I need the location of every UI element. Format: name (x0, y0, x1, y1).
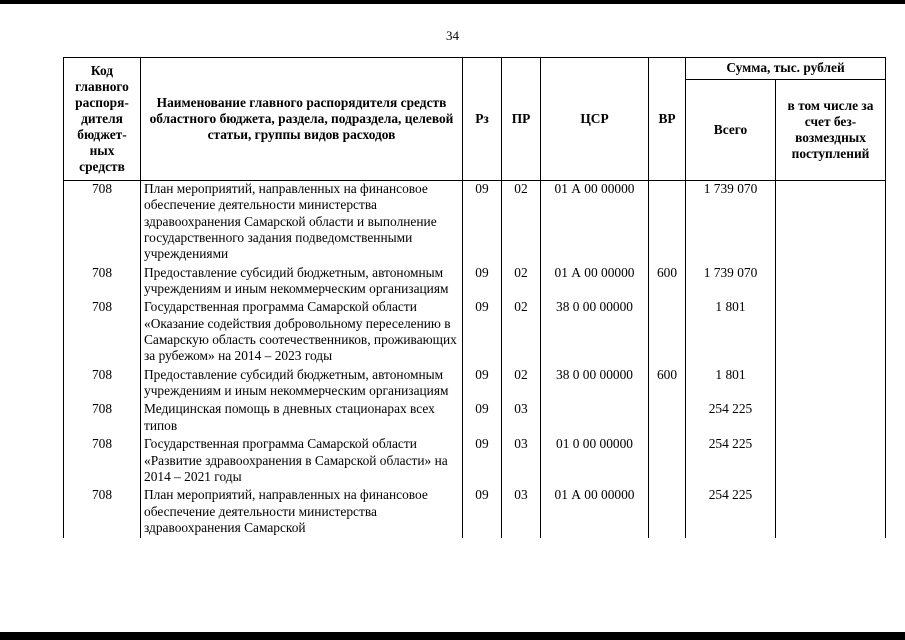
cell-total: 1 801 (686, 299, 776, 366)
cell-code: 708 (64, 401, 141, 436)
header-name: Наименование главного распорядителя средств областного бюджета, раздела, подраздела, целевой статьи, группы видов расходов (141, 58, 463, 181)
cell-pr: 02 (502, 265, 541, 300)
cell-total: 254 225 (686, 401, 776, 436)
cell-rz: 09 (463, 401, 502, 436)
cell-vr (649, 181, 686, 265)
table-row (64, 487, 886, 538)
cell-pr: 03 (502, 436, 541, 487)
bottom-border-bar (0, 632, 905, 640)
table-row (64, 181, 886, 265)
cell-pr: 02 (502, 367, 541, 402)
cell-csr: 01 А 00 00000 (541, 487, 649, 538)
cell-csr (541, 401, 649, 436)
cell-pr: 02 (502, 299, 541, 366)
header-total: Всего (686, 80, 776, 181)
cell-rz: 09 (463, 487, 502, 538)
cell-pr: 03 (502, 401, 541, 436)
cell-name: План мероприятий, направленных на финансовое обеспечение деятельности министерства здравоохранения Самарской (141, 487, 463, 538)
cell-code: 708 (64, 265, 141, 300)
cell-name: Медицинская помощь в дневных стационарах всех типов (141, 401, 463, 436)
cell-code: 708 (64, 181, 141, 265)
cell-total: 1 801 (686, 367, 776, 402)
cell-extra (776, 487, 886, 538)
cell-total: 254 225 (686, 436, 776, 487)
table-row (64, 401, 886, 436)
header-csr: ЦСР (541, 58, 649, 181)
cell-vr: 600 (649, 265, 686, 300)
header-rz: Рз (463, 58, 502, 181)
cell-extra (776, 401, 886, 436)
cell-extra (776, 436, 886, 487)
header-vr: ВР (649, 58, 686, 181)
cell-vr (649, 436, 686, 487)
table-row (64, 367, 886, 402)
cell-csr: 01 А 00 00000 (541, 265, 649, 300)
table-row (64, 436, 886, 487)
cell-vr (649, 487, 686, 538)
cell-vr (649, 401, 686, 436)
cell-name: Государственная программа Самарской области «Оказание содействия добровольному переселению в Самарскую область соотечественников, проживающих за рубежом» на 2014 – 2023 годы (141, 299, 463, 366)
cell-total: 254 225 (686, 487, 776, 538)
cell-name: Предоставление субсидий бюджетным, автономным учреждениям и иным некоммерческим организациям (141, 265, 463, 300)
cell-extra (776, 299, 886, 366)
header-sum-group: Сумма, тыс. рублей (686, 58, 886, 80)
cell-total: 1 739 070 (686, 265, 776, 300)
table-row (64, 265, 886, 300)
cell-rz: 09 (463, 299, 502, 366)
table-row (64, 299, 886, 366)
cell-csr: 01 А 00 00000 (541, 181, 649, 265)
cell-csr: 38 0 00 00000 (541, 367, 649, 402)
cell-extra (776, 265, 886, 300)
cell-name: Государственная программа Самарской области «Развитие здравоохранения в Самарской области» на 2014 – 2021 годы (141, 436, 463, 487)
table-body (64, 181, 886, 539)
cell-code: 708 (64, 299, 141, 366)
budget-table (63, 57, 886, 538)
cell-code: 708 (64, 436, 141, 487)
top-border-bar (0, 0, 905, 4)
cell-code: 708 (64, 487, 141, 538)
cell-extra (776, 367, 886, 402)
cell-name: План мероприятий, направленных на финансовое обеспечение деятельности министерства здравоохранения Самарской области и выполнение государственного задания подведомственными учреждениями (141, 181, 463, 265)
cell-csr: 38 0 00 00000 (541, 299, 649, 366)
cell-rz: 09 (463, 436, 502, 487)
page-number: 34 (446, 28, 459, 43)
cell-rz: 09 (463, 181, 502, 265)
cell-name: Предоставление субсидий бюджетным, автономным учреждениям и иным некоммерческим организациям (141, 367, 463, 402)
cell-extra (776, 181, 886, 265)
header-extra: в том числе за счет без-возмездных поступлений (776, 80, 886, 181)
cell-csr: 01 0 00 00000 (541, 436, 649, 487)
cell-pr: 03 (502, 487, 541, 538)
header-pr: ПР (502, 58, 541, 181)
cell-vr (649, 299, 686, 366)
cell-vr: 600 (649, 367, 686, 402)
cell-code: 708 (64, 367, 141, 402)
cell-rz: 09 (463, 265, 502, 300)
cell-total: 1 739 070 (686, 181, 776, 265)
cell-pr: 02 (502, 181, 541, 265)
cell-rz: 09 (463, 367, 502, 402)
header-code: Код главного распоря-дителя бюджет-ных средств (64, 58, 141, 181)
